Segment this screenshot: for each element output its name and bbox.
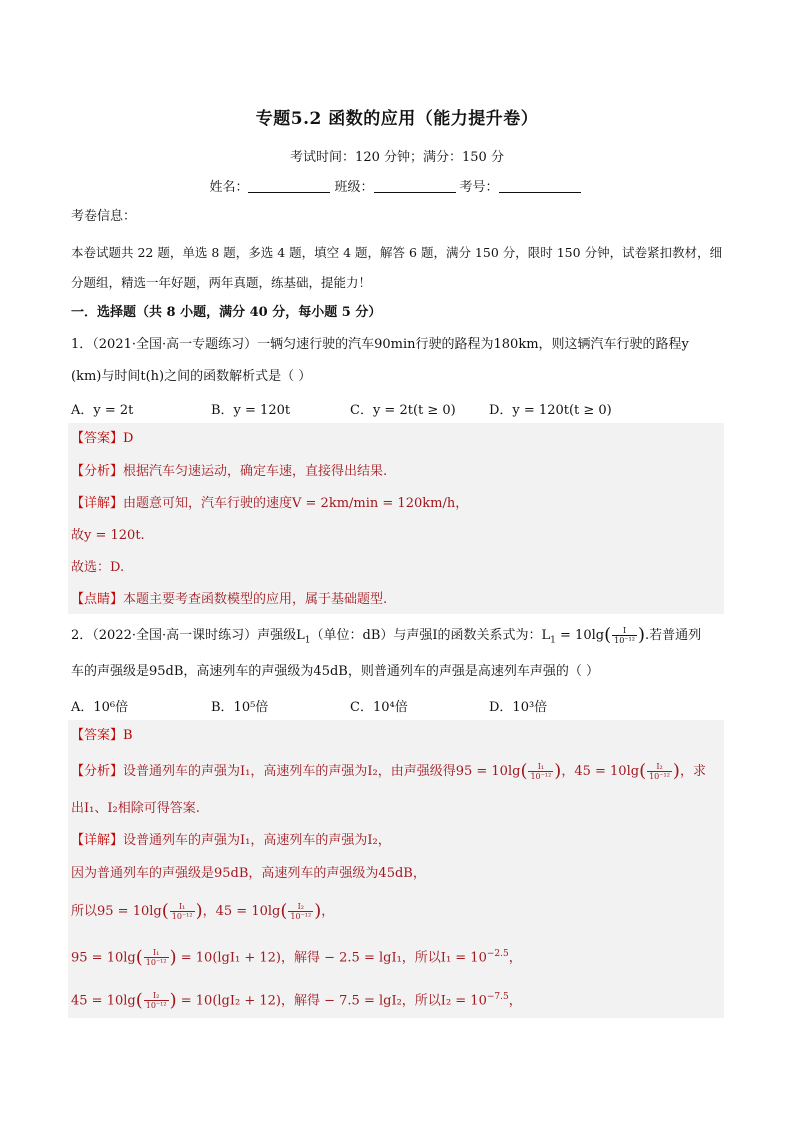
q2-detail3: 所以95 = 10lg( $\frac{\text{I₁}}{\text{10⁻¹²}}$ )，45 = 10lg( $\frac{\text{I₂}}{\text{10⁻¹²}}$ )， xyxy=(71,900,335,922)
q2-line2: 车的声强级是95dB，高速列车的声强级为45dB，则普通列车的声强是高速列车声强的（ ） xyxy=(71,664,599,679)
q2-options xyxy=(71,696,731,714)
q2-line1-c: = 10lg xyxy=(555,628,605,643)
class-label: 班级： xyxy=(334,180,374,195)
q2-detail5: 45 = 10lg( $\frac{\text{I₂}}{\text{10⁻¹²}}$ ) = 10(lgI₂ + 12)，解得 − 7.5 = lgI₂，所以$I_2 = 10^{-7.5}$， xyxy=(71,989,522,1011)
point-tag: 【点睛】 xyxy=(71,592,124,607)
q1-detail xyxy=(71,495,731,513)
q1-option-d: D．y = 120t(t ≥ 0) xyxy=(489,403,612,418)
q2-answer xyxy=(71,727,731,745)
q1-option-a: A．y = 2t xyxy=(71,403,134,418)
q1-option-b: B．y = 120t xyxy=(211,403,291,418)
q1-point xyxy=(71,591,731,609)
q2-analysis: 【分析】设普通列车的声强为I₁，高速列车的声强为I₂，由声强级得95 = 10lg( $\frac{\text{I₁}}{\text{10⁻¹²}}$ )，45 = 10lg( $\frac{\text{I₂}}{\text{10⁻¹²}}$ )，求 xyxy=(71,760,706,782)
detail-tag: 【详解】 xyxy=(71,833,124,848)
q2-analysis2: 出I₁、I₂相除可得答案. xyxy=(71,801,200,816)
answer-value: B xyxy=(123,728,133,743)
q2-line1-a: 2．（2022·全国·高一课时练习）声强级L xyxy=(71,628,305,643)
q2-line1: 2．（2022·全国·高一课时练习）声强级$L_1$（单位：dB）与声强I的函数关系式为：$L_1 = 10\lg$( $\frac{I}{\text{10⁻¹²}}$ ).若普通列 xyxy=(71,624,702,646)
answer-tag: 【答案】 xyxy=(71,728,124,743)
info-text: 本卷试题共 22 题，单选 8 题，多选 4 题，填空 4 题，解答 6 题，满分 150 分，限时 150 分钟，试卷紧扣教材，细分题组，精选一年好题，两年真题，练基础，提能力！ xyxy=(71,245,723,290)
number-blank[interactable] xyxy=(499,178,581,193)
analysis-text: 根据汽车匀速运动，确定车速，直接得出结果. xyxy=(123,464,388,479)
point-text: 本题主要考查函数模型的应用，属于基础题型. xyxy=(123,592,388,607)
q2-detail1: 【详解】设普通列车的声强为I₁，高速列车的声强为I₂， xyxy=(71,833,391,848)
answer-value: D xyxy=(123,431,134,446)
info-heading: 考卷信息： xyxy=(71,209,137,224)
q1-detail2: 故y = 120t. xyxy=(71,528,145,543)
class-blank[interactable] xyxy=(374,178,456,193)
q2-line1-b: （单位：dB）与声强I的函数关系式为：L xyxy=(310,628,551,643)
q1-option-c: C．y = 2t(t ≥ 0) xyxy=(350,403,456,418)
section-heading: 一．选择题（共 8 小题，满分 40 分，每小题 5 分） xyxy=(71,305,382,320)
q1-answer xyxy=(71,430,731,448)
analysis-tag: 【分析】 xyxy=(71,464,124,479)
q1-options xyxy=(71,399,731,417)
q2-detail2: 因为普通列车的声强级是95dB，高速列车的声强级为45dB， xyxy=(71,866,426,881)
fraction: $\frac{I}{\text{10⁻¹²}}$ xyxy=(614,626,635,645)
student-fields xyxy=(0,176,794,195)
q1-analysis xyxy=(71,463,731,481)
q2-option-b: B．10⁵倍 xyxy=(211,700,269,715)
q2-option-a: A．10⁶倍 xyxy=(71,700,129,715)
answer-tag: 【答案】 xyxy=(71,431,124,446)
page-title: 专题5.2 函数的应用（能力提升卷） xyxy=(255,109,539,129)
q2-detail4: 95 = 10lg( $\frac{\text{I₁}}{\text{10⁻¹²}}$ ) = 10(lgI₁ + 12)，解得 − 2.5 = lgI₁，所以$I_1 = 10^{-2.5}$， xyxy=(71,946,522,968)
exam-time: 考试时间：120 分钟；满分：150 分 xyxy=(290,150,504,165)
q2-option-c: C．10⁴倍 xyxy=(350,700,408,715)
q2-option-d: D．10³倍 xyxy=(489,700,548,715)
detail-text: 由题意可知，汽车行驶的速度V = 2km/min = 120km/h， xyxy=(123,496,469,511)
q1-line1: 1．（2021·全国·高一专题练习）一辆匀速行驶的汽车90min行驶的路程为180km，则这辆汽车行驶的路程y xyxy=(71,337,689,352)
q1-detail3: 故选：D. xyxy=(71,560,125,575)
name-blank[interactable] xyxy=(248,178,330,193)
q2-line1-d: .若普通列 xyxy=(644,628,702,643)
analysis-tag: 【分析】 xyxy=(71,764,124,779)
name-label: 姓名： xyxy=(209,180,249,195)
q1-answer-box xyxy=(68,423,724,614)
detail-tag: 【详解】 xyxy=(71,496,124,511)
q1-line2: (km)与时间t(h)之间的函数解析式是（ ） xyxy=(71,369,312,384)
number-label: 考号： xyxy=(459,180,499,195)
